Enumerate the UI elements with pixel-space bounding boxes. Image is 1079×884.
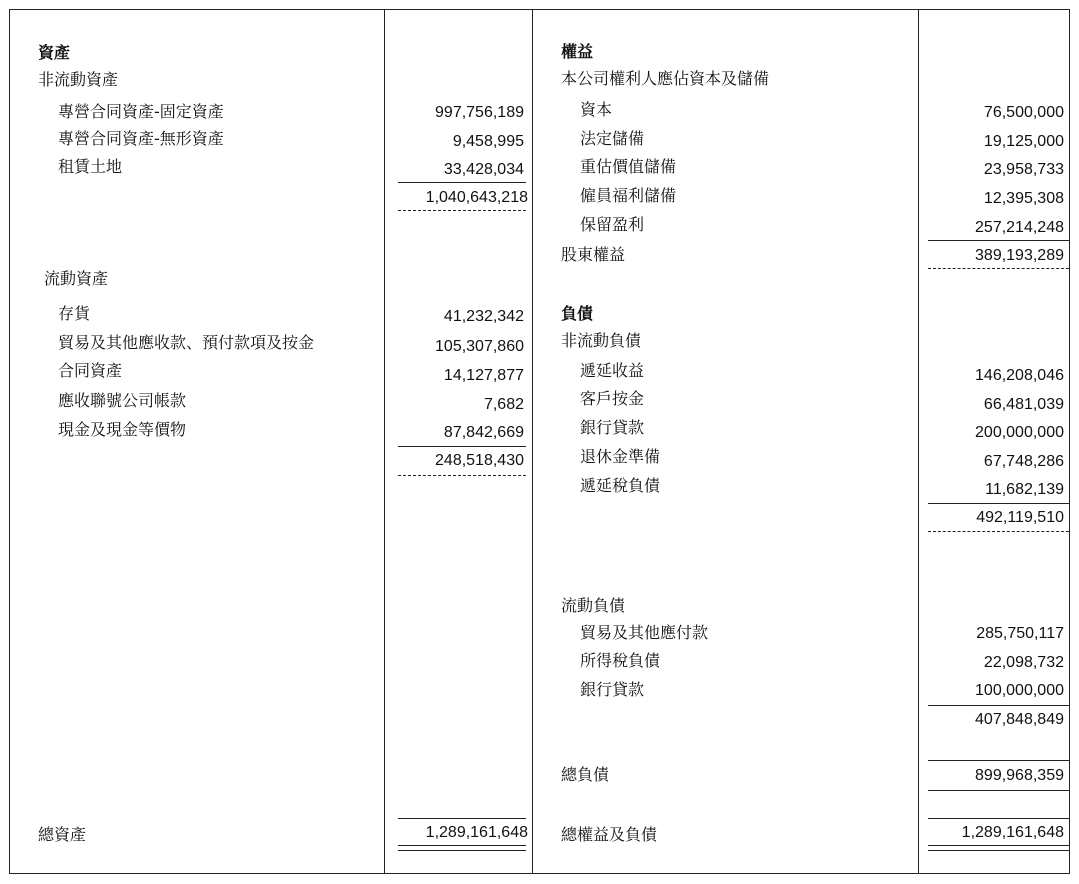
- subtotal-rule: [928, 705, 1069, 706]
- shareholders-equity-label: 股東權益: [561, 245, 626, 264]
- total-liabilities-value: 899,968,359: [975, 767, 1064, 784]
- asset-value: 9,458,995: [452, 133, 524, 150]
- equity-label: 僱員福利儲備: [580, 186, 677, 205]
- asset-value: 105,307,860: [435, 338, 524, 355]
- asset-value: 41,232,342: [443, 308, 524, 325]
- liability-value: 200,000,000: [975, 424, 1064, 441]
- total-double-rule: [398, 850, 526, 851]
- equity-label: 資本: [580, 100, 613, 119]
- liability-label: 遞延收益: [580, 361, 645, 380]
- subtotal-dashed-rule: [398, 210, 526, 211]
- liability-label: 所得稅負債: [580, 651, 661, 670]
- liability-value: 100,000,000: [975, 682, 1064, 699]
- subtotal-rule: [398, 446, 526, 447]
- liability-value: 67,748,286: [983, 453, 1064, 470]
- assets-heading: 資產: [38, 43, 71, 62]
- liability-label: 銀行貸款: [580, 418, 645, 437]
- asset-label: 存貨: [58, 304, 91, 323]
- equity-title: 本公司權利人應佔資本及儲備: [561, 69, 770, 88]
- non-current-liabilities-title: 非流動負債: [561, 331, 642, 350]
- subtotal-rule: [398, 182, 526, 183]
- current-liabilities-title: 流動負債: [561, 596, 626, 615]
- current-liabilities-subtotal: 407,848,849: [975, 711, 1064, 728]
- total-double-rule: [928, 845, 1069, 846]
- liability-value: 66,481,039: [983, 396, 1064, 413]
- liability-label: 客戶按金: [580, 389, 645, 408]
- liability-value: 11,682,139: [985, 481, 1064, 498]
- total-rule: [398, 818, 526, 819]
- column-divider: [384, 10, 385, 873]
- shareholders-equity-value: 389,193,289: [975, 247, 1064, 264]
- total-rule: [928, 790, 1069, 791]
- asset-label: 合同資產: [58, 361, 123, 380]
- subtotal-dashed-rule: [928, 268, 1069, 269]
- asset-label: 專營合同資產-無形資產: [58, 129, 224, 148]
- equity-value: 76,500,000: [983, 104, 1064, 121]
- asset-label: 應收聯號公司帳款: [58, 391, 187, 410]
- total-liabilities-label: 總負債: [561, 765, 610, 784]
- current-assets-title: 流動資產: [44, 269, 109, 288]
- grand-total-value: 1,289,161,648: [961, 824, 1064, 841]
- equity-value: 19,125,000: [983, 133, 1064, 150]
- liability-label: 銀行貸款: [580, 680, 645, 699]
- equity-value: 12,395,308: [983, 190, 1064, 207]
- liability-value: 285,750,117: [976, 625, 1064, 642]
- current-assets-subtotal: 248,518,430: [435, 452, 524, 469]
- asset-label: 專營合同資產-固定資產: [58, 102, 224, 121]
- liability-label: 貿易及其他應付款: [580, 623, 709, 642]
- equity-label: 重估價值儲備: [580, 157, 677, 176]
- subtotal-rule: [928, 503, 1069, 504]
- total-rule: [928, 818, 1069, 819]
- liability-value: 146,208,046: [975, 367, 1064, 384]
- asset-value: 14,127,877: [443, 367, 524, 384]
- column-divider: [532, 10, 533, 873]
- asset-value: 87,842,669: [443, 424, 524, 441]
- liabilities-heading: 負債: [561, 304, 594, 323]
- grand-total-label: 總權益及負債: [561, 825, 658, 844]
- subtotal-dashed-rule: [928, 531, 1069, 532]
- asset-label: 租賃土地: [58, 157, 123, 176]
- liability-label: 退休金準備: [580, 447, 661, 466]
- equity-label: 保留盈利: [580, 215, 645, 234]
- total-assets-label: 總資產: [38, 825, 87, 844]
- equity-value: 257,214,248: [975, 219, 1064, 236]
- equity-label: 法定儲備: [580, 129, 645, 148]
- asset-value: 7,682: [483, 396, 524, 413]
- subtotal-rule: [928, 760, 1069, 761]
- asset-value: 33,428,034: [443, 161, 524, 178]
- equity-heading: 權益: [561, 42, 594, 61]
- asset-value: 997,756,189: [435, 104, 524, 121]
- subtotal-dashed-rule: [398, 475, 526, 476]
- total-assets-value: 1,289,161,648: [425, 824, 528, 841]
- non-current-liabilities-subtotal: 492,119,510: [976, 509, 1064, 526]
- subtotal-rule: [928, 240, 1069, 241]
- non-current-assets-subtotal: 1,040,643,218: [425, 189, 528, 206]
- liability-value: 22,098,732: [983, 654, 1064, 671]
- column-divider: [918, 10, 919, 873]
- equity-value: 23,958,733: [983, 161, 1064, 178]
- asset-label: 貿易及其他應收款、預付款項及按金: [58, 333, 315, 352]
- asset-label: 現金及現金等價物: [58, 420, 187, 439]
- total-double-rule: [398, 845, 526, 846]
- liability-label: 遞延稅負債: [580, 476, 661, 495]
- non-current-assets-title: 非流動資產: [38, 70, 119, 89]
- total-double-rule: [928, 850, 1069, 851]
